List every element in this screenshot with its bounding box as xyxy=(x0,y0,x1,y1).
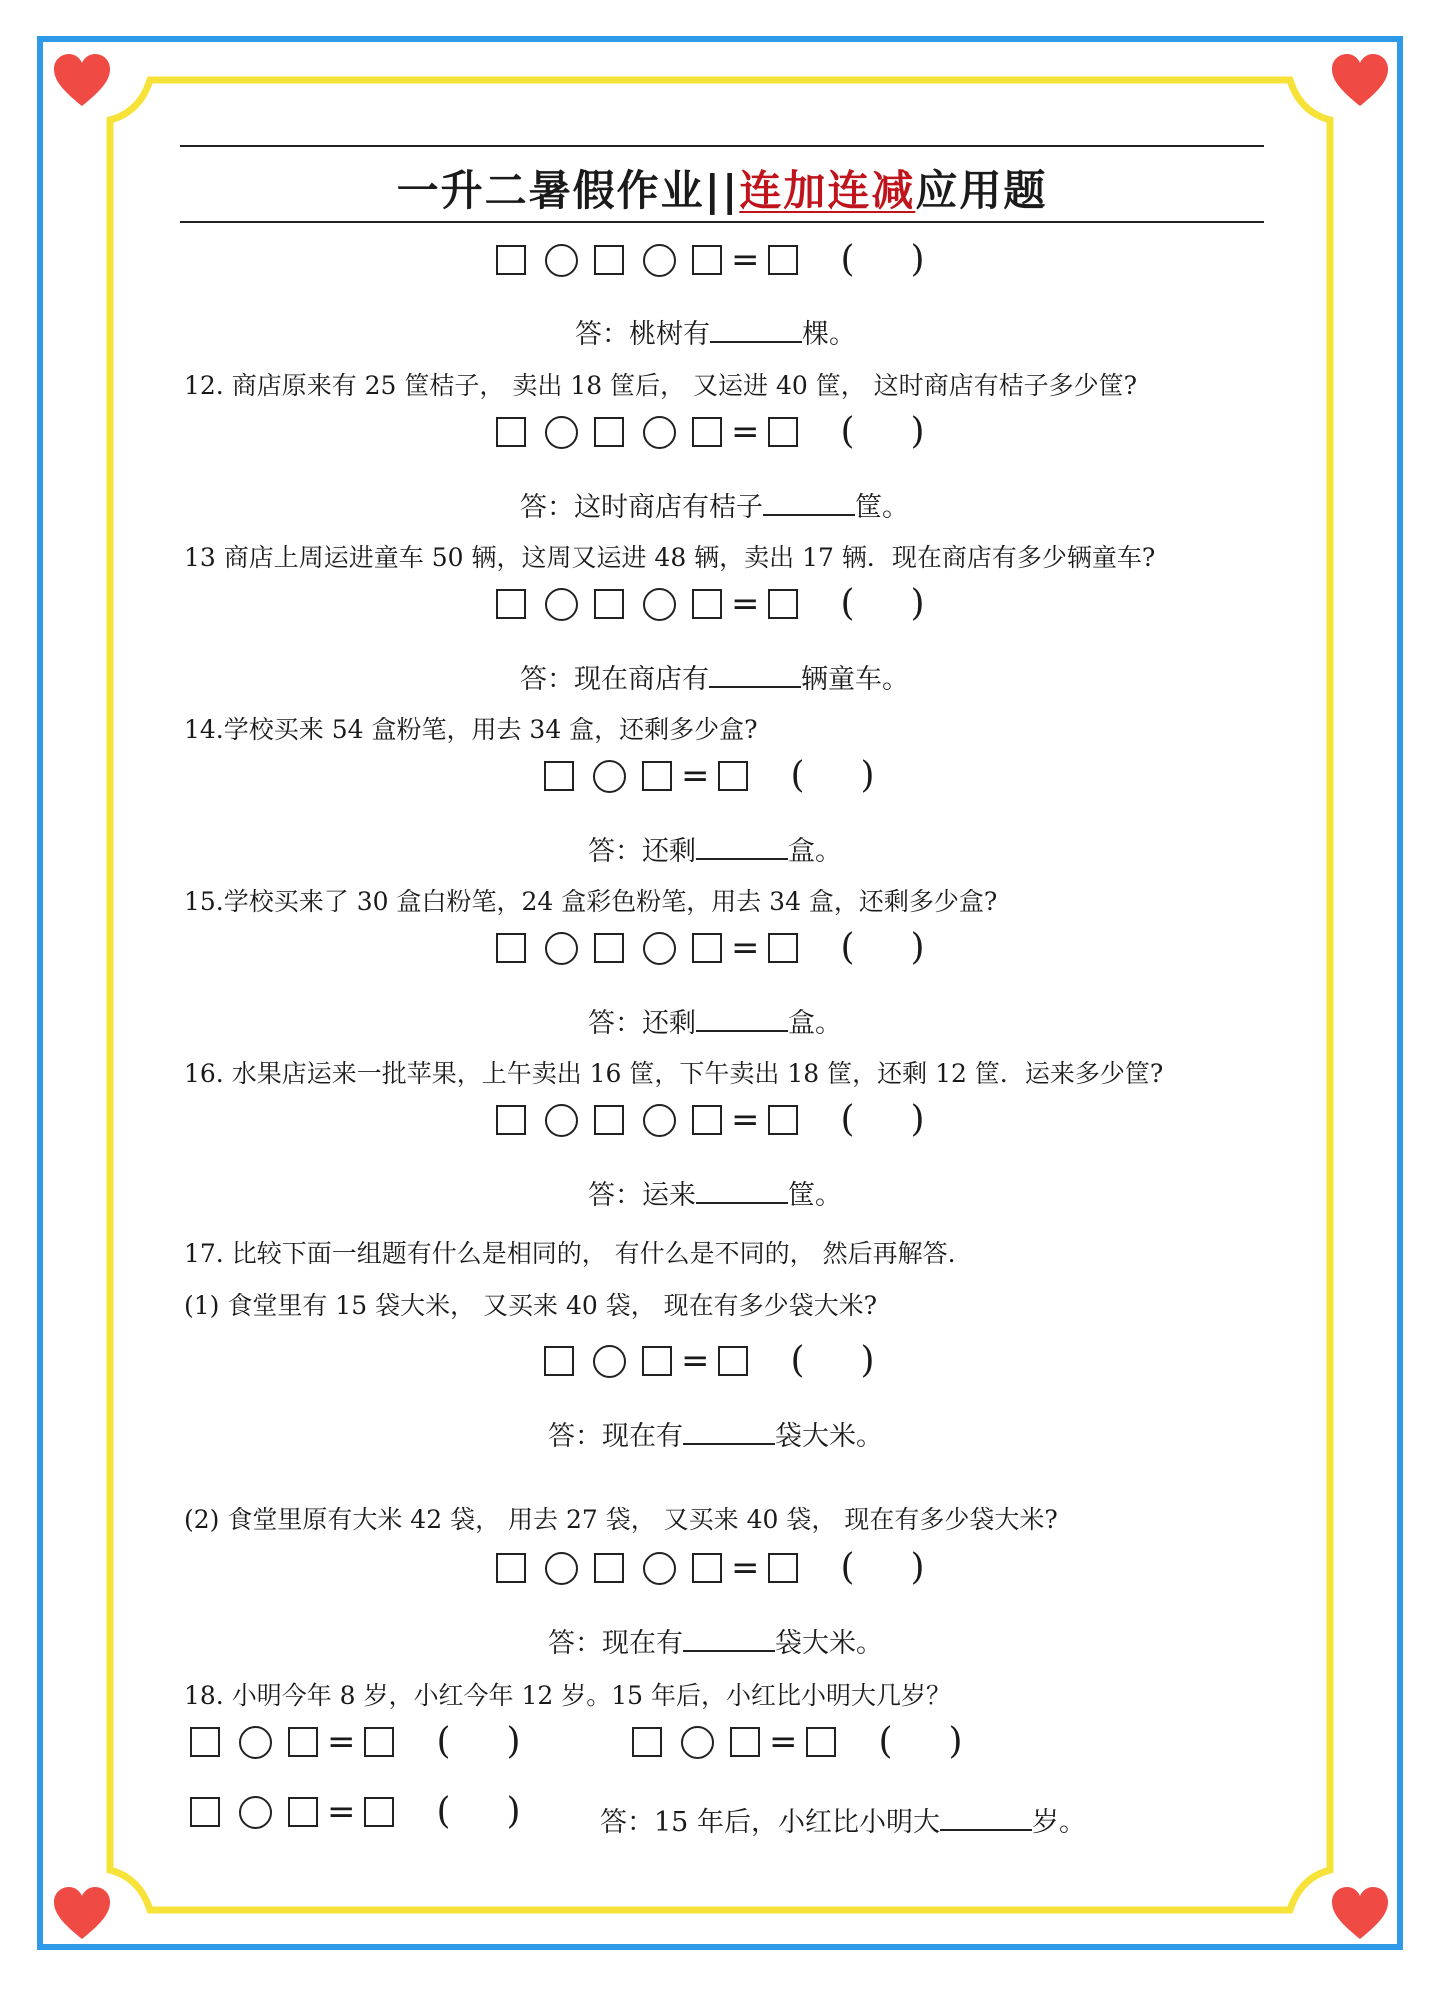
heart-icon xyxy=(1330,1885,1390,1941)
equals-sign: = xyxy=(731,928,760,968)
question-text: 16. 水果店运来一批苹果，上午卖出 16 筐，下午卖出 18 筐，还剩 12 筐．运来多少筐? xyxy=(184,1059,1164,1088)
answer-box[interactable] xyxy=(496,1553,526,1583)
equation-row xyxy=(496,412,925,452)
answer-blank[interactable] xyxy=(696,1180,788,1204)
answer-box[interactable] xyxy=(496,933,526,963)
answer-box[interactable] xyxy=(642,1346,672,1376)
question-text: 13 商店上周运进童车 50 辆，这周又运进 48 辆，卖出 17 辆．现在商店有多少辆童车? xyxy=(184,543,1156,572)
equation-row xyxy=(190,1792,521,1832)
operator-circle[interactable] xyxy=(545,588,578,621)
answer-box[interactable] xyxy=(288,1797,318,1827)
title-text: 应用题 xyxy=(915,166,1048,215)
equals-sign: = xyxy=(769,1722,798,1762)
equals-sign: = xyxy=(731,240,760,280)
equals-sign: = xyxy=(731,412,760,452)
answer-line: 答：现在有 袋大米。 xyxy=(548,1628,883,1659)
question-text: 17. 比较下面一组题有什么是相同的， 有什么是不同的， 然后再解答. xyxy=(184,1239,956,1268)
equation-row xyxy=(496,584,925,624)
operator-circle[interactable] xyxy=(593,760,626,793)
unit-parentheses[interactable]: ( ) xyxy=(840,411,925,452)
answer-box[interactable] xyxy=(718,1346,748,1376)
answer-box[interactable] xyxy=(594,245,624,275)
answer-box[interactable] xyxy=(190,1727,220,1757)
answer-box[interactable] xyxy=(544,761,574,791)
answer-blank[interactable] xyxy=(710,319,802,343)
equation-row xyxy=(496,928,925,968)
equals-sign: = xyxy=(327,1792,356,1832)
answer-box[interactable] xyxy=(496,1105,526,1135)
unit-parentheses[interactable]: ( ) xyxy=(840,239,925,280)
answer-box[interactable] xyxy=(730,1727,760,1757)
unit-parentheses[interactable]: ( ) xyxy=(878,1721,963,1762)
unit-parentheses[interactable]: ( ) xyxy=(436,1721,521,1762)
answer-line: 答：还剩 盒。 xyxy=(588,836,842,867)
question-text: 18. 小明今年 8 岁，小红今年 12 岁。15 年后，小红比小明大几岁？ xyxy=(184,1681,951,1710)
answer-blank[interactable] xyxy=(683,1421,775,1445)
unit-parentheses[interactable]: ( ) xyxy=(436,1791,521,1832)
answer-box[interactable] xyxy=(642,761,672,791)
unit-parentheses[interactable]: ( ) xyxy=(790,755,875,796)
operator-circle[interactable] xyxy=(545,1552,578,1585)
unit-parentheses[interactable]: ( ) xyxy=(790,1340,875,1381)
title-separator: || xyxy=(704,166,740,215)
answer-blank[interactable] xyxy=(709,664,801,688)
title-text: 一升二暑假作业 xyxy=(396,166,705,215)
answer-box[interactable] xyxy=(364,1727,394,1757)
answer-blank[interactable] xyxy=(683,1628,775,1652)
answer-box[interactable] xyxy=(692,245,722,275)
answer-box[interactable] xyxy=(692,1553,722,1583)
answer-box[interactable] xyxy=(544,1346,574,1376)
answer-box[interactable] xyxy=(768,245,798,275)
operator-circle[interactable] xyxy=(643,1552,676,1585)
heart-icon xyxy=(52,52,112,108)
answer-box[interactable] xyxy=(632,1727,662,1757)
answer-box[interactable] xyxy=(692,589,722,619)
operator-circle[interactable] xyxy=(643,588,676,621)
question-text: (1) 食堂里有 15 袋大米， 又买来 40 袋， 现在有多少袋大米? xyxy=(184,1291,878,1320)
answer-box[interactable] xyxy=(496,245,526,275)
answer-line: 答：运来 筐。 xyxy=(588,1180,842,1211)
page-title xyxy=(180,158,1264,218)
operator-circle[interactable] xyxy=(239,1796,272,1829)
equals-sign: = xyxy=(681,1341,710,1381)
answer-blank[interactable] xyxy=(763,492,855,516)
answer-box[interactable] xyxy=(692,933,722,963)
operator-circle[interactable] xyxy=(643,932,676,965)
unit-parentheses[interactable]: ( ) xyxy=(840,1547,925,1588)
equation-row xyxy=(496,240,925,280)
answer-box[interactable] xyxy=(594,589,624,619)
answer-line: 答：桃树有 棵。 xyxy=(575,319,856,350)
operator-circle[interactable] xyxy=(545,244,578,277)
question-text: 12. 商店原来有 25 筐桔子， 卖出 18 筐后， 又运进 40 筐， 这时商店有桔子多少筐? xyxy=(184,371,1138,400)
equals-sign: = xyxy=(731,1548,760,1588)
operator-circle[interactable] xyxy=(545,416,578,449)
answer-box[interactable] xyxy=(768,417,798,447)
question-text: 14.学校买来 54 盒粉笔，用去 34 盒，还剩多少盒? xyxy=(184,715,758,744)
answer-box[interactable] xyxy=(768,933,798,963)
answer-box[interactable] xyxy=(768,1105,798,1135)
answer-line: 答：15 年后，小红比小明大 岁。 xyxy=(600,1807,1086,1838)
title-highlight: 连加连减 xyxy=(739,166,916,215)
answer-blank[interactable] xyxy=(696,836,788,860)
equals-sign: = xyxy=(731,584,760,624)
operator-circle[interactable] xyxy=(545,932,578,965)
answer-box[interactable] xyxy=(594,1105,624,1135)
answer-line: 答：现在商店有 辆童车。 xyxy=(520,664,909,695)
equals-sign: = xyxy=(681,756,710,796)
answer-box[interactable] xyxy=(190,1797,220,1827)
equals-sign: = xyxy=(327,1722,356,1762)
header-top-rule xyxy=(180,145,1264,147)
answer-box[interactable] xyxy=(364,1797,394,1827)
equation-row xyxy=(544,1341,875,1381)
heart-icon xyxy=(1330,52,1390,108)
operator-circle[interactable] xyxy=(643,1104,676,1137)
answer-box[interactable] xyxy=(594,933,624,963)
answer-box[interactable] xyxy=(496,417,526,447)
answer-line: 答：现在有 袋大米。 xyxy=(548,1421,883,1452)
answer-box[interactable] xyxy=(806,1727,836,1757)
question-text: 15.学校买来了 30 盒白粉笔，24 盒彩色粉笔，用去 34 盒，还剩多少盒? xyxy=(184,887,998,916)
operator-circle[interactable] xyxy=(593,1345,626,1378)
answer-box[interactable] xyxy=(692,1105,722,1135)
equation-row xyxy=(544,756,875,796)
answer-blank[interactable] xyxy=(940,1807,1032,1831)
answer-box[interactable] xyxy=(768,589,798,619)
answer-box[interactable] xyxy=(288,1727,318,1757)
answer-box[interactable] xyxy=(692,417,722,447)
operator-circle[interactable] xyxy=(643,244,676,277)
equation-row xyxy=(496,1100,925,1140)
equation-row xyxy=(190,1722,521,1762)
heart-icon xyxy=(52,1885,112,1941)
answer-box[interactable] xyxy=(594,417,624,447)
unit-parentheses[interactable]: ( ) xyxy=(840,927,925,968)
header-bottom-rule xyxy=(180,221,1264,223)
operator-circle[interactable] xyxy=(643,416,676,449)
operator-circle[interactable] xyxy=(545,1104,578,1137)
answer-box[interactable] xyxy=(594,1553,624,1583)
answer-line: 答：这时商店有桔子 筐。 xyxy=(520,492,909,523)
answer-box[interactable] xyxy=(496,589,526,619)
operator-circle[interactable] xyxy=(239,1726,272,1759)
operator-circle[interactable] xyxy=(681,1726,714,1759)
equals-sign: = xyxy=(731,1100,760,1140)
question-text: (2) 食堂里原有大米 42 袋， 用去 27 袋， 又买来 40 袋， 现在有多少袋大米? xyxy=(184,1505,1058,1534)
answer-box[interactable] xyxy=(768,1553,798,1583)
answer-blank[interactable] xyxy=(696,1008,788,1032)
unit-parentheses[interactable]: ( ) xyxy=(840,583,925,624)
answer-line: 答：还剩 盒。 xyxy=(588,1008,842,1039)
answer-box[interactable] xyxy=(718,761,748,791)
equation-row xyxy=(632,1722,963,1762)
unit-parentheses[interactable]: ( ) xyxy=(840,1099,925,1140)
equation-row xyxy=(496,1548,925,1588)
